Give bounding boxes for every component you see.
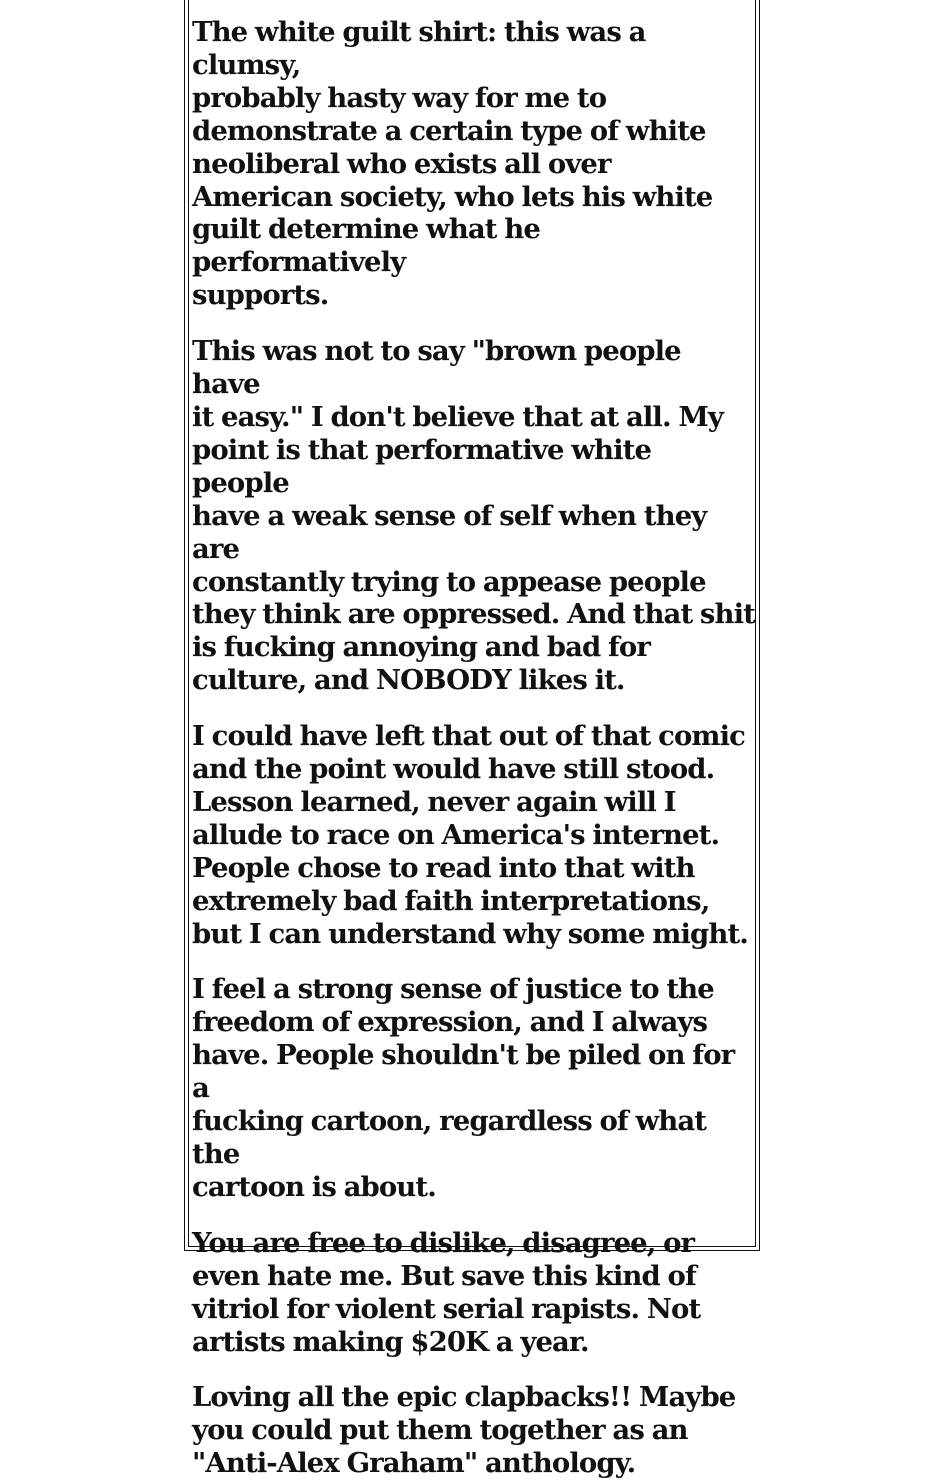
paragraph-lesson-learned: I could have left that out of that comic and the point would have still stood. Lesson learned, never again will I allude to race on America's internet. People chose to read into that with extremely bad faith interpretations, but I can understand why some might. xyxy=(192,720,748,950)
paragraph-not-to-say: This was not to say "brown people have it easy." I don't believe that at all. My point is that performative white people have a weak sense of self when they are constantly trying to appease people they think are oppressed. And that shit is fucking annoying and bad for culture, and NOBODY likes it. xyxy=(192,335,755,697)
paragraph-white-guilt-shirt: The white guilt shirt: this was a clumsy, probably hasty way for me to demonstrate a certain type of white neoliberal who exists all over American society, who lets his white guilt determine what he performatively supports. xyxy=(192,16,713,312)
paragraph-freedom-of-expression: I feel a strong sense of justice to the freedom of expression, and I always have. People shouldn't be piled on for a fucking cartoon, regardless of what the cartoon is about. xyxy=(192,973,735,1203)
text-frame xyxy=(188,0,756,1480)
text-frame-outer-border xyxy=(184,0,760,1480)
paragraph-clapbacks: Loving all the epic clapbacks!! Maybe you could put them together as an "Anti-Alex Graham" anthology. xyxy=(192,1381,736,1480)
paragraph-free-to-dislike: You are free to dislike, disagree, or even hate me. But save this kind of vitriol for violent serial rapists. Not artists making $20K a year. xyxy=(192,1226,701,1358)
